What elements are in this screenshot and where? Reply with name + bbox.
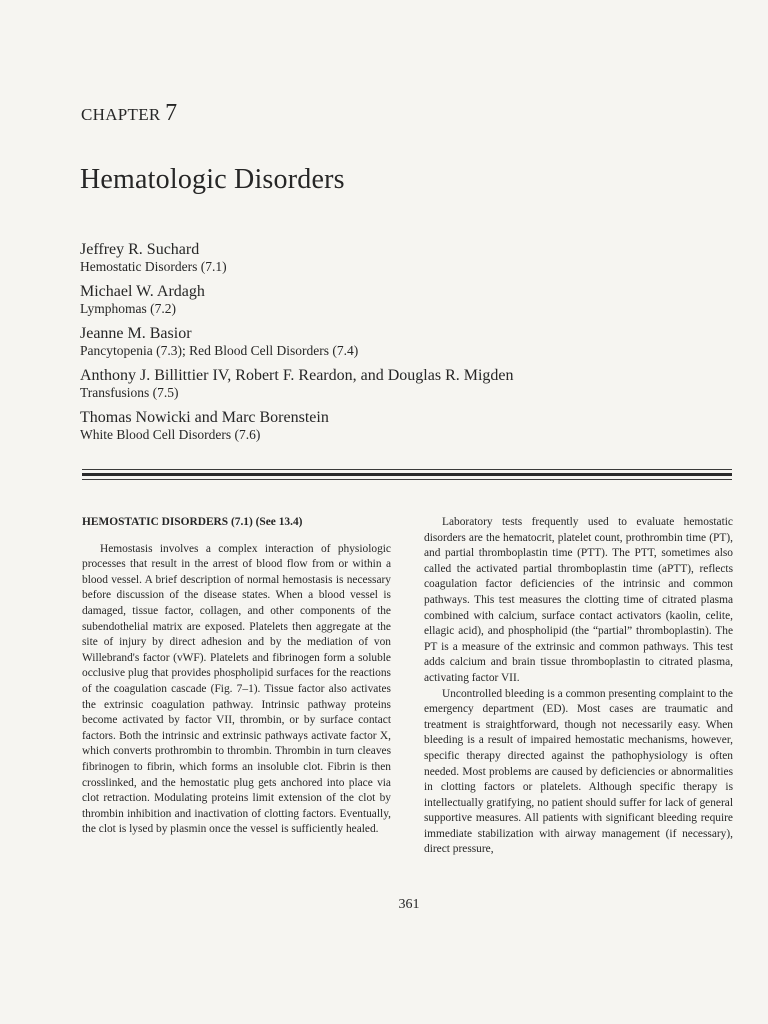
author-entry bbox=[80, 366, 700, 401]
section-heading: HEMOSTATIC DISORDERS (7.1) (See 13.4) bbox=[82, 516, 303, 528]
author-entry bbox=[80, 240, 700, 275]
body-paragraph: Hemostasis involves a complex interaction of physiologic processes that result in the arrest of blood flow from or within a blood vessel. A brief description of normal hemostasis is necessary before discussion of the disease states. When a blood vessel is damaged, tissue factor, collagen, and other components of the subendothelial matrix are exposed. Platelets then aggregate at the site of injury by direct adhesion and by the mediation of von Willebrand's factor (vWF). Platelets and fibrinogen form a soluble occlusive plug that provides phospholipid surfaces for the reactions of the coagulation cascade (Fig. 7–1). Tissue factor also activates the extrinsic coagulation pathway. Intrinsic pathway proteins become activated by factor VII, thrombin, or by surface contact factors. Both the intrinsic and extrinsic pathways activate factor X, which converts prothrombin to thrombin. Thrombin in turn cleaves fibrinogen to fibrin, which forms an insoluble clot. Fibrin is then crosslinked, and the hemostatic plug gets anchored into place via clot retraction. Modulating proteins limit extension of the clot by thrombin inhibition and inactivation of clotting factors. Eventually, the clot is lysed by plasmin once the vessel is sufficiently healed. bbox=[82, 542, 391, 836]
left-column bbox=[82, 515, 391, 838]
body-paragraph: Uncontrolled bleeding is a common presenting complaint to the emergency department (ED). Most cases are traumatic and treatment is straightforward, though not necessarily easy. When bleeding is a result of impaired hemostatic mechanisms, however, specific therapy directed against the pathophysiology is often needed. Most problems are caused by deficiencies or abnormalities in clotting factors or platelets. Although specific therapy is intellectually gratifying, no patient should suffer for lack of general supportive measures. All patients with significant bleeding require immediate stabilization with airway management (if necessary), direct pressure, bbox=[424, 687, 733, 856]
chapter-word: CHAPTER bbox=[81, 105, 161, 124]
author-section: Hemostatic Disorders (7.1) bbox=[80, 259, 227, 274]
author-section: White Blood Cell Disorders (7.6) bbox=[80, 427, 261, 442]
author-entry bbox=[80, 282, 700, 317]
author-name: Jeffrey R. Suchard bbox=[80, 241, 200, 258]
divider-rule-bottom bbox=[82, 479, 732, 480]
author-section: Lymphomas (7.2) bbox=[80, 301, 176, 316]
author-list bbox=[80, 240, 700, 450]
divider-rule-thick bbox=[82, 473, 732, 476]
right-column bbox=[424, 515, 733, 858]
body-paragraph: Laboratory tests frequently used to evaluate hemostatic disorders are the hematocrit, platelet count, prothrombin time (PT), and partial thromboplastin time (PTT). The PTT, sometimes also called the activated partial thromboplastin time (aPTT), reflects coagulation factor deficiencies of the intrinsic and common pathways. This test measures the clotting time of citrated plasma combined with calcium, surface contact activators (kaolin, celite, ellagic acid), and phospholipid (the “partial” thromboplastin). The PT is a measure of the extrinsic and common pathways. This test adds calcium and brain tissue thromboplastin to citrated plasma, activating factor VII. bbox=[424, 516, 733, 684]
author-section: Pancytopenia (7.3); Red Blood Cell Disorders (7.4) bbox=[80, 343, 359, 358]
author-name: Michael W. Ardagh bbox=[80, 283, 205, 300]
author-name: Anthony J. Billittier IV, Robert F. Reardon, and Douglas R. Migden bbox=[80, 367, 514, 384]
chapter-title: Hematologic Disorders bbox=[80, 164, 345, 195]
chapter-label bbox=[81, 100, 177, 127]
divider-rule-top bbox=[82, 469, 732, 470]
chapter-number: 7 bbox=[165, 100, 178, 126]
author-name: Thomas Nowicki and Marc Borenstein bbox=[80, 409, 329, 426]
author-name: Jeanne M. Basior bbox=[80, 325, 192, 342]
page-number: 361 bbox=[398, 897, 420, 912]
author-section: Transfusions (7.5) bbox=[80, 385, 179, 400]
author-entry bbox=[80, 408, 700, 443]
author-entry bbox=[80, 324, 700, 359]
